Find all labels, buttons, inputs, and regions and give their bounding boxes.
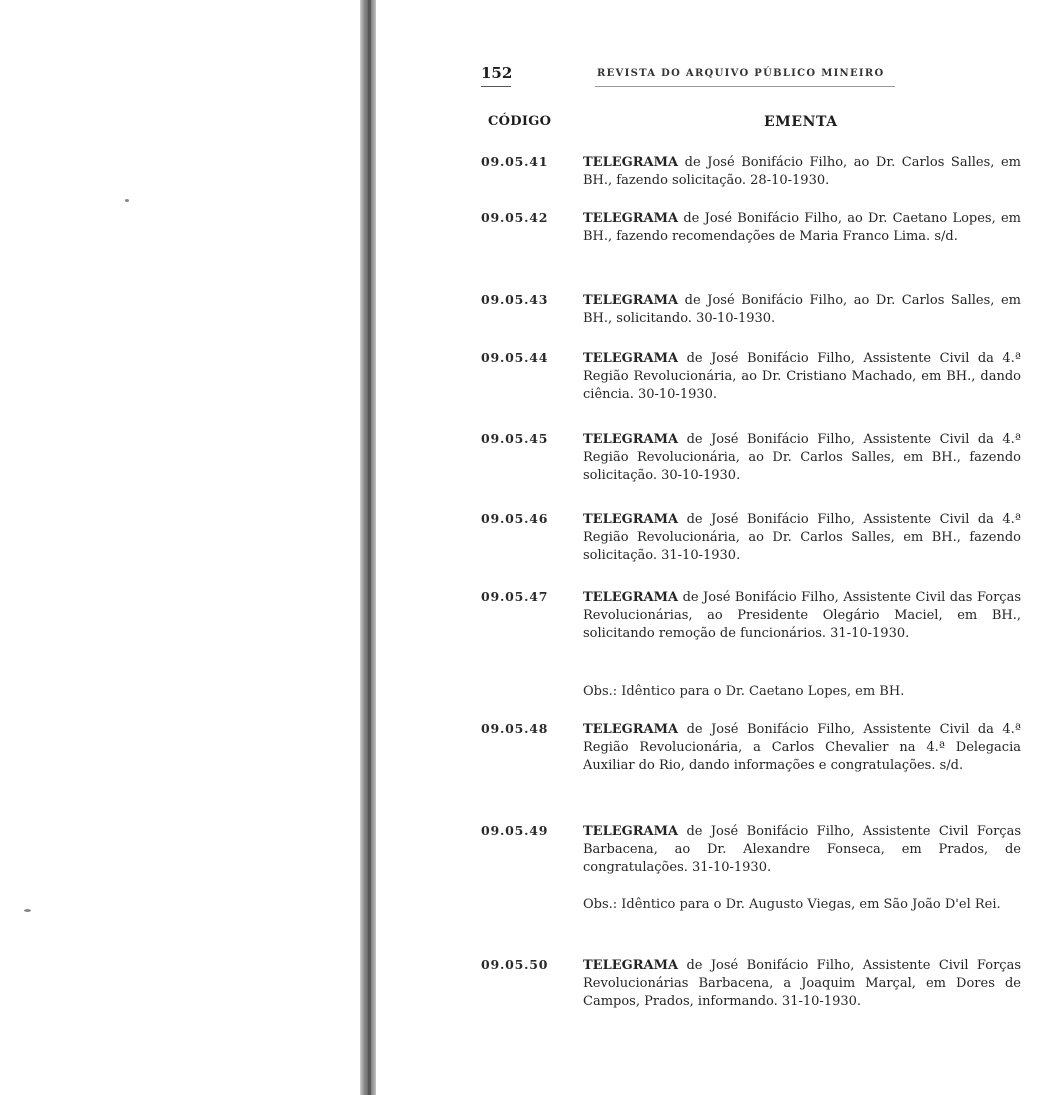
entry-code: 09.05.50 [481,957,549,972]
header-rule [595,86,895,87]
entry-lead: TELEGRAMA [583,958,679,973]
entry-text [583,589,1021,643]
entry-text [583,210,1021,246]
entry-body: de José Bonifácio Filho, Assistente Civil Forças Revolucionárias Barbacena, a Joaquim Marçal, em Dores de Campos, Prados, informando. 31-10-1930. [583,958,1021,1009]
observation: Obs.: Idêntico para o Dr. Caetano Lopes, em BH. [583,684,905,699]
entry-code: 09.05.42 [481,210,549,225]
entry-body: de José Bonifácio Filho, ao Dr. Carlos Salles, em BH., fazendo solicitação. 28-10-1930. [583,155,1021,188]
entry-code: 09.05.49 [481,823,549,838]
entry-body: de José Bonifácio Filho, Assistente Civil da 4.ª Região Revolucionária, ao Dr. Carlos Salles, em BH., fazendo solicitação. 30-10-1930. [583,432,1021,483]
entry-code: 09.05.48 [481,721,549,736]
entry-lead: TELEGRAMA [583,211,679,226]
entry-code: 09.05.45 [481,431,549,446]
scan-speck [24,909,31,912]
entry-body: de José Bonifácio Filho, Assistente Civil da 4.ª Região Revolucionária, ao Dr. Cristiano Machado, em BH., dando ciência. 30-10-1930. [583,351,1021,402]
entry-text [583,154,1021,190]
entry-lead: TELEGRAMA [583,155,679,170]
gutter-shadow [368,0,371,1095]
entry-lead: TELEGRAMA [583,512,679,527]
entry-lead: TELEGRAMA [583,824,679,839]
entry-lead: TELEGRAMA [583,590,679,605]
entry-text [583,431,1021,485]
entry-body: de José Bonifácio Filho, ao Dr. Carlos Salles, em BH., solicitando. 30-10-1930. [583,293,1021,326]
entry-lead: TELEGRAMA [583,293,679,308]
column-header-codigo: CÓDIGO [488,114,552,129]
entry-code: 09.05.46 [481,511,549,526]
header-rule [481,86,511,87]
running-title: REVISTA DO ARQUIVO PÚBLICO MINEIRO [597,68,885,79]
entry-body: de José Bonifácio Filho, ao Dr. Caetano Lopes, em BH., fazendo recomendações de Maria Franco Lima. s/d. [583,211,1021,244]
page-number: 152 [481,64,513,82]
entry-text [583,721,1021,775]
observation: Obs.: Idêntico para o Dr. Augusto Viegas, em São João D'el Rei. [583,897,1001,912]
entry-body: de José Bonifácio Filho, Assistente Civil das Forças Revolucionárias, ao Presidente Olegário Maciel, em BH., solicitando remoção de funcionários. 31-10-1930. [583,590,1021,641]
entry-code: 09.05.41 [481,154,549,169]
entry-text [583,350,1021,404]
entry-text [583,957,1021,1011]
entry-lead: TELEGRAMA [583,432,679,447]
column-header-ementa: EMENTA [764,114,838,130]
entry-lead: TELEGRAMA [583,351,679,366]
entry-text [583,823,1021,877]
entry-body: de José Bonifácio Filho, Assistente Civil Forças Barbacena, ao Dr. Alexandre Fonseca, em Prados, de congratulações. 31-10-1930. [583,824,1021,875]
scan-speck [125,199,129,202]
entry-lead: TELEGRAMA [583,722,679,737]
entry-body: de José Bonifácio Filho, Assistente Civil da 4.ª Região Revolucionária, a Carlos Chevalier na 4.ª Delegacia Auxiliar do Rio, dando informações e congratulações. s/d. [583,722,1021,773]
entry-text [583,511,1021,565]
entry-code: 09.05.44 [481,350,549,365]
page-header [481,64,1021,90]
entry-body: de José Bonifácio Filho, Assistente Civil da 4.ª Região Revolucionária, ao Dr. Carlos Salles, em BH., fazendo solicitação. 31-10-1930. [583,512,1021,563]
entry-text [583,292,1021,328]
entry-code: 09.05.47 [481,589,549,604]
entry-code: 09.05.43 [481,292,549,307]
